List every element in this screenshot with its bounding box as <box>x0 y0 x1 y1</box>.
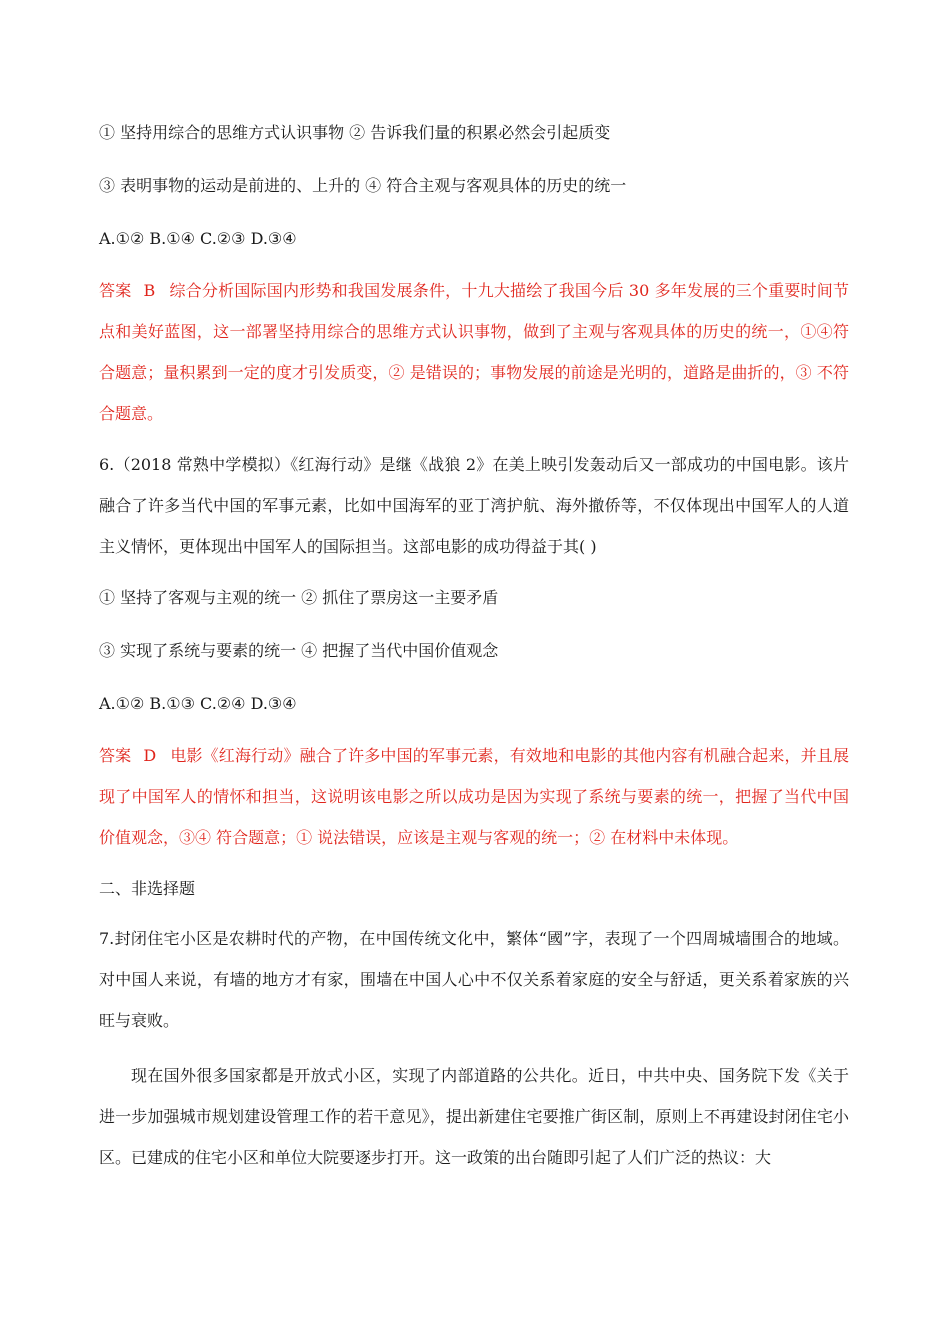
q5-options-line-1: ① 坚持用综合的思维方式认识事物 ② 告诉我们量的积累必然会引起质变 <box>99 123 611 142</box>
q5-options-line-2: ③ 表明事物的运动是前进的、上升的 ④ 符合主观与客观具体的历史的统一 <box>99 176 627 195</box>
q6-options-line-1: ① 坚持了客观与主观的统一 ② 抓住了票房这一主要矛盾 <box>99 588 499 607</box>
q7-paragraph-1: 7.封闭住宅小区是农耕时代的产物，在中国传统文化中，繁体“國”字，表现了一个四周城墙围合的地域。对中国人来说，有墙的地方才有家，围墙在中国人心中不仅关系着家庭的安全与舒适，更关系着家族的兴旺与衰败。 <box>99 929 849 1030</box>
q6-answer-text: 电影《红海行动》融合了许多中国的军事元素，有效地和电影的其他内容有机融合起来，并且展现了中国军人的情怀和担当，这说明该电影之所以成功是因为实现了系统与要素的统一，把握了当代中国价值观念，③④ 符合题意；① 说法错误，应该是主观与客观的统一；② 在材料中未体现。 <box>99 746 849 847</box>
section-title: 二、非选择题 <box>99 879 196 898</box>
q5-answer <box>99 270 849 434</box>
q7-paragraph-2: 现在国外很多国家都是开放式小区，实现了内部道路的公共化。近日，中共中央、国务院下发《关于进一步加强城市规划建设管理工作的若干意见》，提出新建住宅要推广街区制，原则上不再建设封闭住宅小区。已建成的住宅小区和单位大院要逐步打开。这一政策的出台随即引起了人们广泛的热议：大 <box>99 1066 849 1167</box>
q6-answer <box>99 735 849 858</box>
q5-answer-text: 综合分析国际国内形势和我国发展条件，十九大描绘了我国今后 30 多年发展的三个重要时间节点和美好蓝图，这一部署坚持用综合的思维方式认识事物，做到了主观与客观具体的历史的统一，①④符合题意；量积累到一定的度才引发质变，② 是错误的；事物发展的前途是光明的，道路是曲折的，③ 不符合题意。 <box>99 281 849 423</box>
q6-stem: 6.（2018 常熟中学模拟）《红海行动》是继《战狼 2》在美上映引发轰动后又一部成功的中国电影。该片融合了许多当代中国的军事元素，比如中国海军的亚丁湾护航、海外撤侨等，不仅体现出中国军人的人道主义情怀，更体现出中国军人的国际担当。这部电影的成功得益于其( ) <box>99 455 849 556</box>
document-page <box>99 120 849 1178</box>
q6-options-line-2: ③ 实现了系统与要素的统一 ④ 把握了当代中国价值观念 <box>99 641 499 660</box>
q5-choices: A.①② B.①④ C.②③ D.③④ <box>99 229 297 248</box>
q6-answer-key: D <box>143 746 157 765</box>
q5-answer-key: B <box>143 281 156 300</box>
q6-answer-label: 答案 <box>99 746 132 765</box>
q5-answer-label: 答案 <box>99 281 132 300</box>
q6-choices: A.①② B.①③ C.②④ D.③④ <box>99 694 297 713</box>
